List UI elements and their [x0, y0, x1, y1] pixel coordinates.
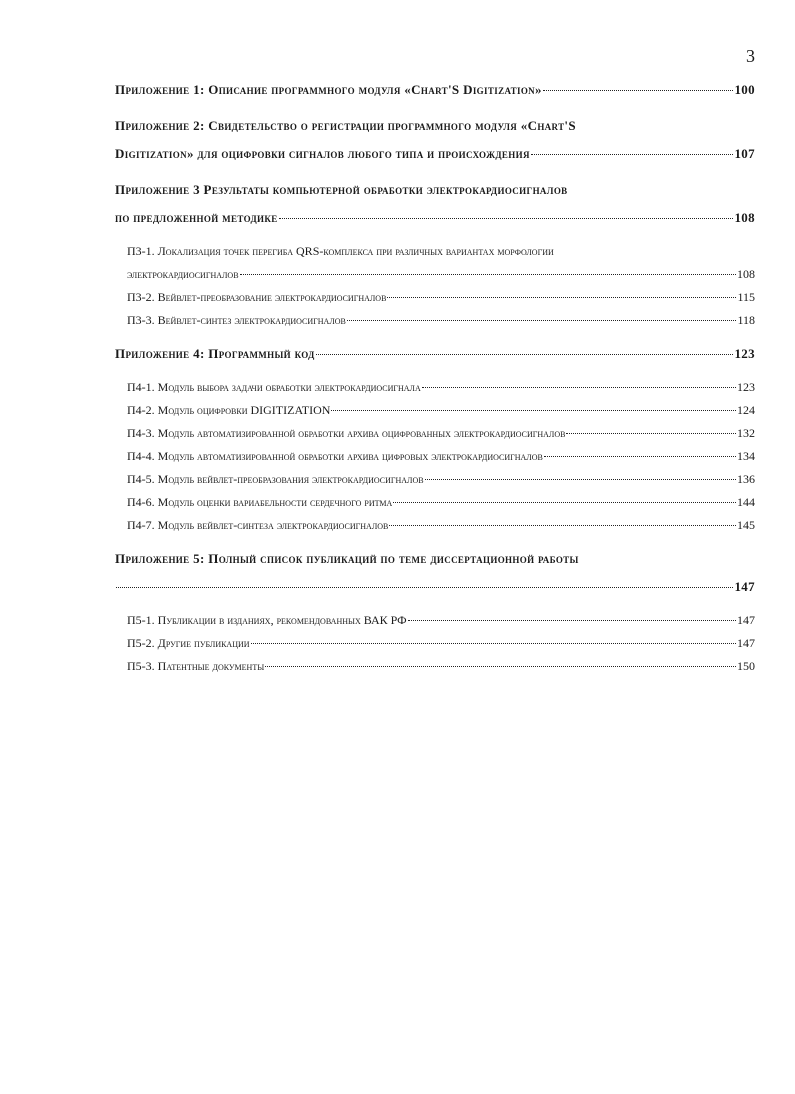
- page-number: 3: [746, 46, 755, 66]
- toc-subentry-page: 123: [737, 380, 755, 394]
- toc-subentry-p4-7[interactable]: [115, 514, 755, 537]
- dot-leader: [422, 387, 736, 388]
- toc-entry-appendix-4[interactable]: [115, 340, 755, 368]
- toc-subentry-p4-4[interactable]: [115, 445, 755, 468]
- toc-subentry-title: П5-3. Патентные документы: [127, 659, 265, 673]
- dot-leader: [279, 218, 734, 219]
- toc-entry-appendix-5[interactable]: [115, 545, 755, 601]
- toc-entry-title-line-1: Приложение 3 Результаты компьютерной обработки электрокардиосигналов: [115, 182, 568, 197]
- toc-subentry-page: 124: [737, 403, 755, 417]
- toc-subentry-p5-3[interactable]: [115, 655, 755, 678]
- toc-subentry-p4-2[interactable]: [115, 399, 755, 422]
- toc-subentry-p4-5[interactable]: [115, 468, 755, 491]
- toc-subentry-page: 136: [737, 472, 755, 486]
- toc-subentry-title: П3-3. Вейвлет-синтез электрокардиосигналов: [127, 313, 346, 327]
- toc-subentry-title-line-1: П3-1. Локализация точек перегиба QRS-комплекса при различных вариантах морфологии: [127, 244, 554, 258]
- toc-subentry-title: П5-1. Публикации в изданиях, рекомендованных ВАК РФ: [127, 613, 407, 627]
- toc-entry-page: 107: [734, 146, 755, 161]
- dot-leader: [331, 410, 736, 411]
- dot-leader: [543, 90, 734, 91]
- toc-entry-page: 100: [734, 82, 755, 97]
- toc-entry-page: 147: [734, 579, 755, 594]
- toc-entry-title-line-2: по предложенной методике: [115, 210, 278, 225]
- toc-entry-title-line-1: Приложение 5: Полный список публикаций по теме диссертационной работы: [115, 551, 579, 566]
- dot-leader: [240, 274, 736, 275]
- toc-subentry-title: П4-1. Модуль выбора задачи обработки электрокардиосигнала: [127, 380, 421, 394]
- toc-subentry-p5-2[interactable]: [115, 632, 755, 655]
- toc-entry-appendix-3[interactable]: [115, 176, 755, 232]
- dot-leader: [566, 433, 736, 434]
- toc-subentry-page: 147: [737, 636, 755, 650]
- toc-entry-page: 123: [734, 346, 755, 361]
- toc-subentry-p5-1[interactable]: [115, 609, 755, 632]
- dot-leader: [531, 154, 734, 155]
- toc-subentry-p4-3[interactable]: [115, 422, 755, 445]
- dot-leader: [316, 354, 734, 355]
- toc-subentry-page: 108: [737, 267, 755, 281]
- dot-leader: [251, 643, 736, 644]
- toc-subentry-page: 115: [737, 290, 755, 304]
- toc-subentry-title: П4-3. Модуль автоматизированной обработки архива оцифрованных электрокардиосигналов: [127, 426, 566, 440]
- toc-subentry-title: П4-7. Модуль вейвлет-синтеза электрокардиосигналов: [127, 518, 389, 532]
- toc-entry-page: 108: [734, 210, 755, 225]
- toc-subentry-p3-3[interactable]: [115, 309, 755, 332]
- toc-subentry-page: 132: [737, 426, 755, 440]
- toc-entry-title: Приложение 1: Описание программного модуля «Chart'S Digitization»: [115, 82, 542, 97]
- toc-subentry-title: П3-2. Вейвлет-преобразование электрокардиосигналов: [127, 290, 387, 304]
- toc-subentry-title: П4-4. Модуль автоматизированной обработки архива цифровых электрокардиосигналов: [127, 449, 543, 463]
- toc-subentry-page: 150: [737, 659, 755, 673]
- toc-subentry-title: П4-6. Модуль оценки вариабельности сердечного ритма: [127, 495, 393, 509]
- toc-subentry-p3-2[interactable]: [115, 286, 755, 309]
- toc-subentry-p4-6[interactable]: [115, 491, 755, 514]
- toc-subentry-title: П5-2. Другие публикации: [127, 636, 250, 650]
- toc-entry-appendix-1[interactable]: [115, 76, 755, 104]
- dot-leader: [116, 587, 733, 588]
- toc-subentry-p3-1[interactable]: [115, 240, 755, 286]
- dot-leader: [265, 666, 736, 667]
- dot-leader: [425, 479, 736, 480]
- dot-leader: [389, 525, 736, 526]
- toc-subentry-title: П4-5. Модуль вейвлет-преобразования электрокардиосигналов: [127, 472, 424, 486]
- toc-subentry-page: 145: [737, 518, 755, 532]
- toc-subentry-title: П4-2. Модуль оцифровки DIGITIZATION: [127, 403, 331, 417]
- toc-subentry-page: 147: [737, 613, 755, 627]
- toc-subentry-page: 144: [737, 495, 755, 509]
- toc-entry-appendix-2[interactable]: [115, 112, 755, 168]
- dot-leader: [347, 320, 737, 321]
- toc-subentry-page: 134: [737, 449, 755, 463]
- toc-subentry-p4-1[interactable]: [115, 376, 755, 399]
- toc-entry-title: Приложение 4: Программный код: [115, 346, 315, 361]
- dot-leader: [393, 502, 736, 503]
- table-of-contents: [115, 76, 755, 678]
- dot-leader: [408, 620, 736, 621]
- toc-entry-title-line-2: Digitization» для оцифровки сигналов любого типа и происхождения: [115, 146, 530, 161]
- toc-subentry-title-line-2: электрокардиосигналов: [127, 267, 239, 281]
- toc-subentry-page: 118: [737, 313, 755, 327]
- dot-leader: [387, 297, 736, 298]
- dot-leader: [544, 456, 736, 457]
- toc-entry-title-line-1: Приложение 2: Свидетельство о регистрации программного модуля «Chart'S: [115, 118, 576, 133]
